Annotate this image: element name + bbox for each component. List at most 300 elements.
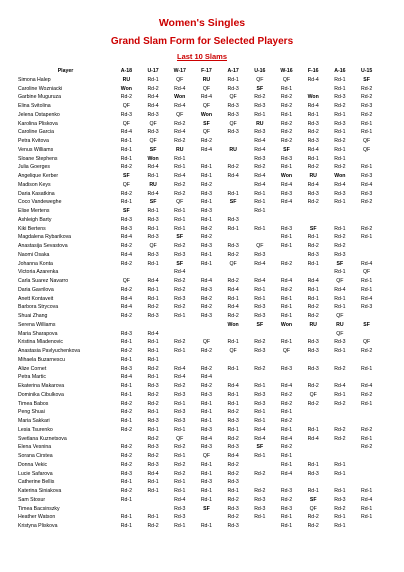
result-cell: Rd-4 — [254, 173, 266, 179]
result-cell: Rd-1 — [227, 295, 239, 302]
result-cell: Rd-2 — [334, 505, 346, 512]
table-row — [18, 111, 380, 120]
result-cell: Rd-3 — [174, 418, 186, 424]
result-cell: Rd-4 — [174, 129, 186, 136]
result-cell — [353, 461, 380, 470]
result-cell — [273, 373, 300, 382]
column-header-slam: U-15 — [360, 68, 373, 74]
result-cell: Rd-1 — [280, 453, 293, 459]
result-cell: Rd-2 — [307, 129, 319, 136]
result-cell: Rd-1 — [334, 461, 346, 468]
result-cell: Rd-1 — [120, 523, 132, 529]
result-cell: Rd-2 — [307, 383, 319, 389]
result-cell: QF — [149, 120, 157, 127]
result-cell: Rd-1 — [307, 234, 319, 241]
result-cell — [193, 321, 220, 330]
result-cell: QF — [149, 138, 157, 144]
result-cell: Rd-4 — [200, 374, 213, 381]
result-cell: Rd-3 — [227, 85, 239, 92]
result-cell — [113, 435, 140, 444]
result-cell: Rd-3 — [120, 111, 132, 118]
player-name: Sorana Cirstea — [18, 453, 53, 459]
result-cell: Rd-1 — [360, 365, 373, 372]
result-cell: Rd-3 — [147, 111, 159, 118]
result-cell: Rd-3 — [200, 286, 213, 293]
result-cell: Rd-1 — [120, 418, 132, 424]
result-cell: Rd-3 — [147, 129, 159, 136]
player-name: Timea Babos — [18, 400, 49, 407]
result-cell — [327, 443, 354, 452]
result-cell: Rd-4 — [254, 181, 266, 188]
result-cell: RU — [176, 146, 184, 153]
result-cell: Rd-4 — [280, 181, 293, 188]
result-cell — [300, 85, 327, 94]
result-cell — [273, 330, 300, 339]
player-name: Johanna Konta — [18, 260, 53, 267]
result-cell: Rd-2 — [360, 391, 373, 398]
result-cell: Rd-3 — [147, 461, 159, 468]
table-row — [18, 356, 380, 365]
result-cell: Rd-4 — [174, 374, 186, 381]
table-row — [18, 443, 380, 452]
result-cell: Rd-3 — [174, 505, 186, 512]
table-row — [18, 312, 380, 321]
player-name: Catherine Bellis — [18, 479, 55, 486]
result-cell: Rd-1 — [147, 208, 159, 214]
table-row — [18, 76, 380, 85]
result-cell: Rd-2 — [307, 243, 319, 249]
result-cell: Rd-3 — [147, 234, 159, 241]
result-cell: SF — [256, 444, 264, 451]
result-cell — [300, 330, 327, 339]
result-cell: Rd-2 — [120, 453, 132, 459]
table-row — [18, 216, 380, 225]
result-cell: Rd-3 — [307, 339, 319, 346]
result-cell: Rd-4 — [147, 103, 159, 109]
result-cell: Rd-2 — [254, 164, 266, 171]
result-cell: Rd-2 — [120, 286, 132, 293]
result-cell: Rd-1 — [280, 409, 293, 416]
result-cell: Rd-4 — [120, 251, 132, 258]
result-cell: Rd-2 — [360, 111, 373, 118]
result-cell: RU — [309, 173, 317, 179]
table-row — [18, 513, 380, 522]
result-cell: QF — [336, 313, 344, 319]
result-cell — [273, 478, 300, 487]
player-name: Madison Keys — [18, 181, 51, 188]
result-cell: Rd-1 — [280, 514, 293, 521]
table-row — [18, 382, 380, 391]
result-cell: Rd-2 — [200, 383, 213, 389]
result-cell: Rd-4 — [254, 278, 266, 284]
column-header-slam: W-17 — [173, 68, 186, 74]
column-header-slam: W-16 — [280, 68, 293, 74]
result-cell — [353, 522, 380, 531]
result-cell: Rd-2 — [120, 348, 132, 354]
result-cell: Rd-3 — [307, 190, 319, 197]
result-cell: Rd-2 — [227, 435, 239, 442]
result-cell: Rd-2 — [200, 225, 213, 232]
result-cell: SF — [149, 199, 157, 206]
result-cell: QF — [202, 103, 211, 109]
result-cell — [220, 233, 247, 242]
result-cell: Rd-3 — [254, 496, 266, 503]
result-cell: Rd-2 — [147, 304, 159, 311]
result-cell — [166, 321, 193, 330]
result-cell: Rd-1 — [360, 164, 373, 171]
result-cell: Rd-1 — [174, 488, 186, 494]
result-cell: QF — [176, 76, 184, 83]
result-cell: Rd-4 — [120, 295, 132, 302]
table-row — [18, 190, 380, 199]
result-cell: Rd-1 — [254, 295, 266, 302]
result-cell: Rd-4 — [120, 234, 132, 241]
result-cell: QF — [122, 103, 130, 109]
result-cell: Rd-4 — [200, 146, 213, 153]
result-cell: Rd-1 — [360, 505, 373, 512]
table-row — [18, 522, 380, 531]
result-cell: Rd-1 — [334, 111, 346, 118]
result-cell: Rd-4 — [307, 103, 319, 109]
result-cell: QF — [363, 269, 371, 276]
result-cell: Rd-3 — [334, 120, 346, 127]
result-cell: Rd-2 — [174, 461, 186, 468]
player-name: Jelena Ostapenko — [18, 111, 60, 118]
column-header-slam: A-17 — [227, 68, 239, 74]
result-cell: Rd-1 — [174, 313, 186, 319]
result-cell: Rd-2 — [200, 365, 213, 372]
player-name: Lesia Tsurenko — [18, 426, 53, 433]
document-title: Women's Singles — [158, 17, 246, 29]
player-name: Coco Vandeweghe — [18, 199, 62, 206]
result-cell: Rd-3 — [227, 243, 239, 249]
result-cell: Rd-3 — [254, 155, 266, 162]
result-cell: Rd-2 — [360, 426, 373, 433]
table-row — [18, 85, 380, 94]
result-cell — [353, 312, 380, 321]
result-cell: Rd-1 — [280, 426, 293, 433]
result-cell: Rd-3 — [360, 304, 373, 311]
result-cell: Rd-2 — [360, 94, 373, 101]
result-cell — [300, 356, 327, 365]
result-cell: Rd-4 — [254, 260, 266, 267]
result-cell: Rd-1 — [334, 514, 346, 521]
result-cell: Rd-2 — [147, 435, 159, 442]
result-cell: Rd-4 — [200, 278, 213, 284]
result-cell: Rd-4 — [307, 278, 319, 284]
result-cell — [273, 356, 300, 365]
result-cell: Rd-3 — [254, 400, 266, 407]
player-name: Sam Stosur — [18, 496, 46, 503]
result-cell: Rd-1 — [147, 76, 159, 83]
table-row — [18, 233, 380, 242]
result-cell: Rd-2 — [174, 444, 186, 451]
table-row — [18, 207, 380, 216]
result-cell — [140, 321, 167, 330]
result-cell: Rd-4 — [360, 295, 373, 302]
table-row — [18, 251, 380, 260]
result-cell: Rd-4 — [147, 278, 159, 284]
result-cell: Rd-2 — [280, 444, 293, 451]
result-cell: QF — [229, 94, 237, 101]
result-cell: Rd-3 — [254, 313, 266, 319]
form-table — [18, 67, 380, 531]
result-cell: Rd-2 — [200, 181, 213, 188]
player-name: Julia Goerges — [18, 164, 51, 171]
result-cell: Rd-2 — [174, 304, 186, 311]
result-cell: Rd-3 — [174, 514, 186, 521]
result-cell: Rd-3 — [120, 216, 132, 223]
table-row — [18, 400, 380, 409]
table-row — [18, 391, 380, 400]
result-cell: Rd-2 — [360, 444, 373, 451]
result-cell: Rd-2 — [254, 470, 266, 477]
result-cell: Rd-1 — [147, 173, 159, 179]
column-header-slam: A-18 — [120, 68, 132, 74]
result-cell: Rd-1 — [147, 479, 159, 486]
result-cell: Rd-2 — [227, 278, 239, 284]
result-cell: Rd-1 — [334, 488, 346, 494]
result-cell: Rd-4 — [360, 496, 373, 503]
result-cell: SF — [149, 146, 157, 153]
result-cell: Rd-1 — [280, 85, 293, 92]
result-cell — [327, 417, 354, 426]
result-cell: Rd-1 — [120, 155, 132, 162]
result-cell: QF — [229, 120, 237, 127]
result-cell: Rd-1 — [200, 461, 213, 468]
result-cell: Rd-4 — [174, 85, 186, 92]
result-cell: Rd-2 — [174, 138, 186, 144]
result-cell — [327, 373, 354, 382]
result-cell: Rd-3 — [120, 330, 132, 337]
result-cell: Rd-2 — [360, 348, 373, 354]
result-cell: QF — [122, 181, 130, 188]
result-cell: SF — [256, 85, 264, 92]
result-cell: Won — [174, 94, 186, 101]
result-cell: Rd-2 — [174, 190, 186, 197]
result-cell: Rd-2 — [200, 234, 213, 241]
result-cell: SF — [123, 173, 130, 179]
table-row — [18, 260, 380, 269]
result-cell: Rd-2 — [307, 164, 319, 171]
result-cell — [246, 478, 273, 487]
result-cell: Rd-4 — [147, 94, 159, 101]
result-cell — [327, 478, 354, 487]
result-cell: Rd-4 — [280, 199, 293, 206]
result-cell: Rd-1 — [280, 313, 293, 319]
result-cell: QF — [363, 146, 371, 153]
table-row — [18, 470, 380, 479]
result-cell: Rd-1 — [334, 199, 346, 206]
result-cell: Rd-3 — [280, 365, 293, 372]
result-cell: Rd-2 — [334, 138, 346, 144]
result-cell: Rd-2 — [254, 339, 266, 346]
result-cell: Rd-1 — [360, 514, 373, 521]
table-row — [18, 137, 380, 146]
result-cell: Rd-1 — [307, 286, 319, 293]
result-cell: Rd-2 — [120, 400, 132, 407]
result-cell: Rd-2 — [147, 453, 159, 459]
result-cell: Rd-1 — [147, 286, 159, 293]
result-cell: Rd-4 — [227, 453, 239, 459]
result-cell: Rd-1 — [120, 383, 132, 389]
result-cell: Rd-4 — [227, 383, 239, 389]
result-cell: QF — [282, 76, 291, 83]
result-cell: Rd-1 — [147, 356, 159, 363]
result-cell — [353, 408, 380, 417]
result-cell: Won — [227, 321, 239, 328]
result-cell: Rd-3 — [280, 505, 293, 512]
player-name: Daria Gavrilova — [18, 286, 54, 293]
result-cell: Rd-1 — [120, 138, 132, 144]
result-cell — [113, 268, 140, 277]
result-cell: Rd-1 — [280, 164, 293, 171]
result-cell: SF — [203, 120, 210, 127]
player-name: Simona Halep — [18, 76, 51, 83]
result-cell: Rd-3 — [120, 365, 132, 372]
result-cell — [246, 268, 273, 277]
result-cell: Rd-4 — [334, 181, 346, 188]
player-name: Victoria Azarenka — [18, 269, 59, 276]
table-row — [18, 487, 380, 496]
result-cell — [353, 417, 380, 426]
result-cell: QF — [149, 243, 157, 249]
result-cell: Rd-1 — [147, 339, 159, 346]
result-cell: Rd-3 — [254, 348, 266, 354]
table-row — [18, 120, 380, 129]
result-cell: Rd-1 — [147, 225, 159, 232]
player-name: Mihaela Buzarnescu — [18, 356, 66, 363]
result-cell: Rd-2 — [147, 365, 159, 372]
result-cell: Rd-2 — [334, 400, 346, 407]
table-row — [18, 505, 380, 514]
table-row — [18, 338, 380, 347]
result-cell: Rd-3 — [200, 190, 213, 197]
player-name: Maria Sharapova — [18, 330, 58, 337]
table-row — [18, 417, 380, 426]
column-header-slam: F-17 — [201, 68, 212, 74]
result-cell: Rd-3 — [307, 138, 319, 144]
result-cell — [246, 330, 273, 339]
result-cell: Rd-1 — [307, 260, 319, 267]
result-cell: Rd-2 — [147, 85, 159, 92]
player-name: Donna Vekic — [18, 461, 48, 468]
player-name: Peng Shuai — [18, 409, 45, 416]
result-cell: Rd-1 — [200, 199, 213, 206]
result-cell: Rd-1 — [200, 409, 213, 416]
result-cell: Rd-4 — [174, 365, 186, 372]
result-cell: Rd-2 — [280, 94, 293, 101]
table-row — [18, 321, 380, 330]
result-cell: Rd-1 — [174, 479, 186, 486]
result-cell: QF — [176, 111, 184, 118]
result-cell: Rd-2 — [120, 313, 132, 319]
result-cell: Rd-1 — [254, 190, 266, 197]
result-cell: Rd-1 — [334, 269, 346, 276]
result-cell: Rd-4 — [147, 164, 159, 171]
result-cell: Rd-3 — [200, 313, 213, 319]
result-cell — [327, 207, 354, 216]
table-row — [18, 93, 380, 102]
result-cell: RU — [149, 181, 157, 188]
player-name: Carla Suarez Navarro — [18, 278, 69, 284]
result-cell — [353, 251, 380, 260]
player-name: Kiki Bertens — [18, 225, 46, 232]
player-name: Kristyna Pliskova — [18, 523, 58, 529]
result-cell: Rd-2 — [227, 514, 239, 521]
result-cell: RU — [336, 321, 344, 328]
result-cell: Rd-2 — [280, 391, 293, 398]
result-cell: Rd-3 — [147, 418, 159, 424]
result-cell: Rd-3 — [334, 190, 346, 197]
result-cell: Rd-2 — [120, 444, 132, 451]
player-name: Ekaterina Makarova — [18, 383, 65, 389]
result-cell: Rd-3 — [227, 505, 239, 512]
result-cell — [353, 452, 380, 461]
column-header-slam: A-16 — [334, 68, 346, 74]
result-cell: Rd-1 — [280, 243, 293, 249]
column-header-slam: F-16 — [307, 68, 319, 74]
player-name: Anastasija Sevastova — [18, 243, 68, 249]
result-cell — [220, 373, 247, 382]
result-cell: SF — [123, 208, 130, 214]
result-cell: QF — [336, 278, 344, 284]
result-cell: Rd-1 — [360, 120, 373, 127]
result-cell: Rd-2 — [334, 234, 346, 241]
result-cell — [140, 505, 167, 514]
result-cell: Rd-1 — [280, 461, 293, 468]
result-cell: Rd-1 — [120, 479, 132, 486]
result-cell — [353, 470, 380, 479]
result-cell: Rd-2 — [360, 199, 373, 206]
player-name: Venus Williams — [18, 146, 54, 153]
result-cell — [113, 321, 140, 330]
result-cell: QF — [176, 435, 184, 442]
result-cell: Rd-1 — [174, 155, 186, 162]
player-name: Petra Kvitova — [18, 138, 49, 144]
result-cell: Rd-1 — [227, 190, 239, 197]
result-cell: Rd-3 — [307, 120, 319, 127]
result-cell: Rd-4 — [360, 260, 373, 267]
result-cell: Rd-1 — [200, 400, 213, 407]
result-cell: Won — [334, 173, 346, 179]
result-cell: Rd-1 — [174, 348, 186, 354]
result-cell: Rd-3 — [254, 129, 266, 136]
result-cell: Rd-1 — [227, 400, 239, 407]
table-row — [18, 330, 380, 339]
result-cell: Rd-4 — [280, 278, 293, 284]
result-cell — [193, 268, 220, 277]
result-cell: Rd-3 — [307, 251, 319, 258]
player-name: Heather Watson — [18, 514, 56, 521]
result-cell — [353, 207, 380, 216]
result-cell: Rd-3 — [174, 409, 186, 416]
result-cell: Rd-4 — [254, 426, 266, 433]
result-cell: Won — [200, 111, 212, 118]
result-cell: Rd-2 — [307, 523, 319, 529]
result-cell: Rd-4 — [120, 374, 132, 381]
result-cell — [193, 155, 220, 164]
result-cell: Rd-3 — [200, 444, 213, 451]
player-name: Serena Williams — [18, 321, 56, 328]
result-cell — [300, 408, 327, 417]
result-cell: SF — [336, 260, 344, 267]
result-cell: Rd-3 — [174, 295, 186, 302]
player-name: Alize Cornet — [18, 365, 47, 372]
result-cell: Rd-1 — [254, 409, 266, 416]
player-name: Caroline Garcia — [18, 129, 55, 136]
result-cell — [273, 251, 300, 260]
